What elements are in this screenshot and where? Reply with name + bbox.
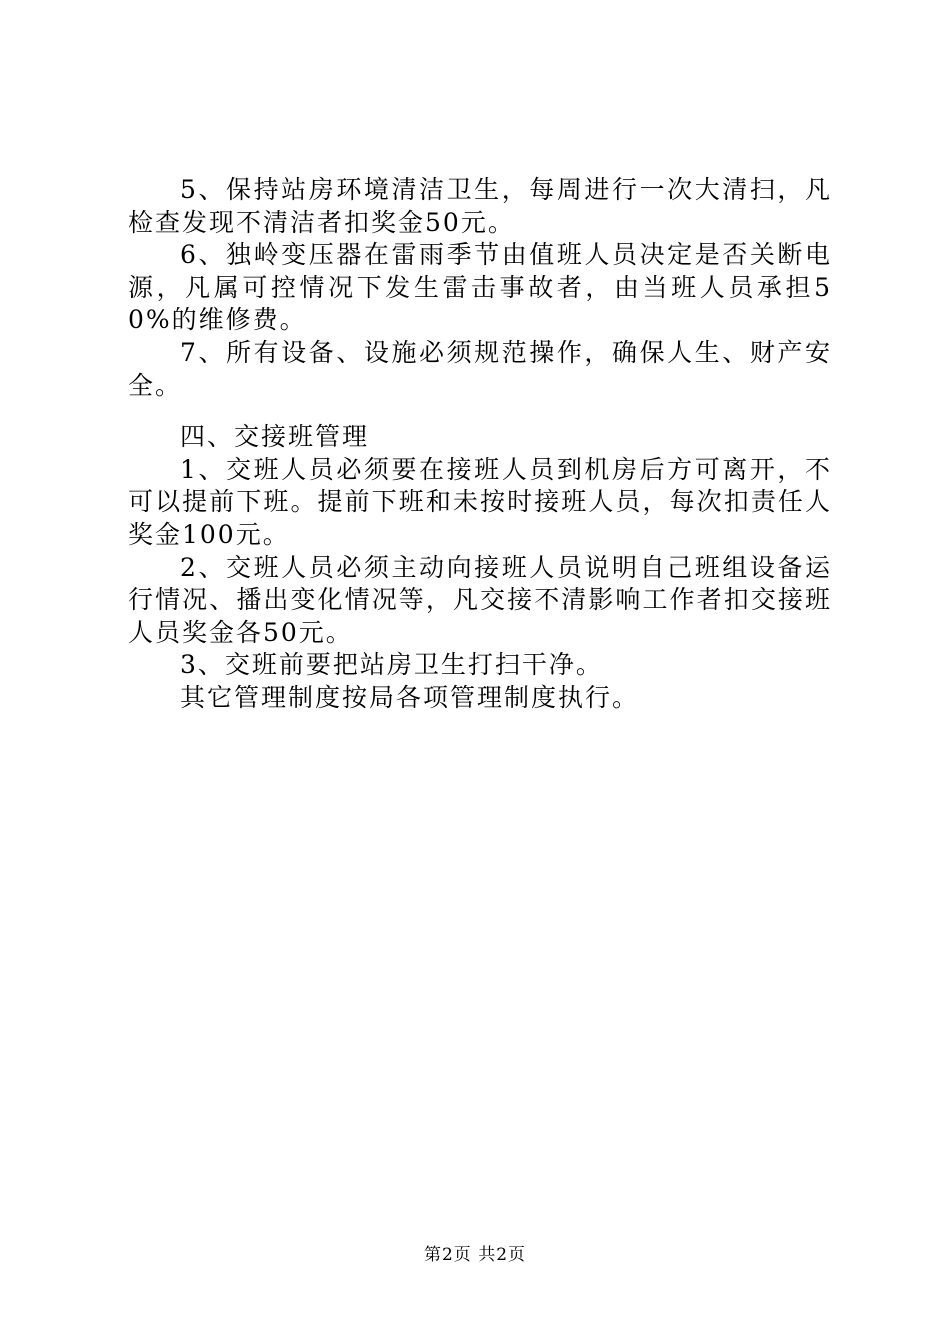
document-body [128,174,832,715]
section-paragraph-3: 3、交班前要把站房卫生打扫干净。 [180,650,603,680]
paragraph-item-5: 5、保持站房环境清洁卫生，每周进行一次大清扫，凡检查发现不清洁者扣奖金50元。 [128,175,832,237]
closing-paragraph: 其它管理制度按局各项管理制度执行。 [180,682,640,712]
page-footer: 第2页 共2页 [423,1245,527,1265]
section-heading: 四、交接班管理 [180,422,370,452]
section-paragraph-2: 2、交班人员必须主动向接班人员说明自己班组设备运行情况、播出变化情况等，凡交接不清影响工作者扣交接班人员奖金各50元。 [128,552,832,647]
paragraph-item-6: 6、独岭变压器在雷雨季节由值班人员决定是否关断电源，凡属可控情况下发生雷击事故者，由当班人员承担50%的维修费。 [128,240,832,335]
section-paragraph-1: 1、交班人员必须要在接班人员到机房后方可离开，不可以提前下班。提前下班和未按时接班人员，每次扣责任人奖金100元。 [128,454,832,549]
paragraph-item-7: 7、所有设备、设施必须规范操作，确保人生、财产安全。 [128,337,832,400]
